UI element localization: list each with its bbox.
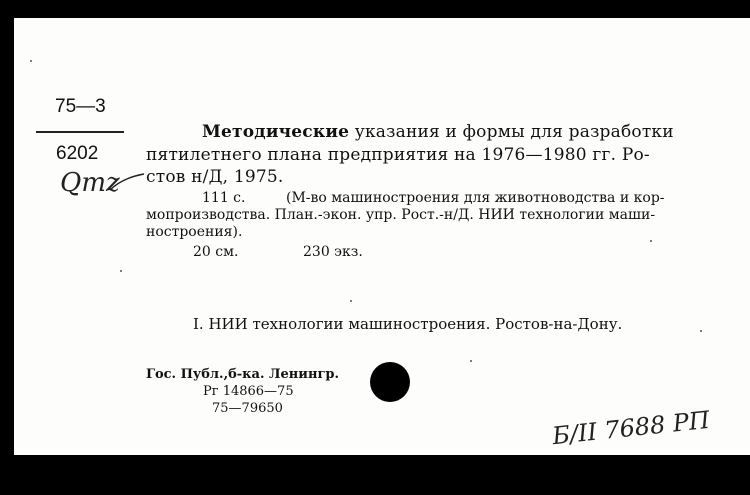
speck xyxy=(30,60,32,62)
pages: 111 с. xyxy=(202,190,246,206)
speck xyxy=(470,360,472,362)
accession-number: 75—79650 xyxy=(212,401,283,416)
speck xyxy=(700,330,702,332)
call-number-divider xyxy=(36,131,124,133)
title-line-2: пятилетнего плана предприятия на 1976—1980 гг. Ро- xyxy=(146,145,650,165)
title-rest: указания и формы для разработки xyxy=(354,122,674,142)
publisher-line-1: (М-во машиностроения для животноводства и кор- xyxy=(286,190,665,206)
title-line-3: стов н/Д, 1975. xyxy=(146,167,284,187)
handwritten-shelfmark: Б/II 7688 РП xyxy=(550,405,712,451)
speck xyxy=(120,270,122,272)
title-line-1 xyxy=(202,122,674,142)
title-bold-word: Методические xyxy=(202,122,350,142)
publisher-line-3: ностроения). xyxy=(146,224,243,240)
subject-entry: I. НИИ технологии машиностроения. Ростов-на-Дону. xyxy=(193,315,623,333)
library-line: Гос. Публ.,б-ка. Ленингр. xyxy=(146,367,340,382)
registration-number: Рг 14866—75 xyxy=(203,384,294,399)
handwritten-stroke xyxy=(108,172,148,194)
size: 20 см. xyxy=(193,244,239,260)
ink-blot xyxy=(370,362,410,402)
call-number-top: 75—3 xyxy=(55,96,106,117)
copies: 230 экз. xyxy=(303,244,363,260)
handwritten-note: Qmz xyxy=(60,168,120,198)
speck xyxy=(650,240,652,242)
call-number-bottom: 6202 xyxy=(56,143,99,164)
speck xyxy=(350,300,352,302)
publisher-line-2: мопроизводства. План.-экон. упр. Рост.-н/Д. НИИ технологии маши- xyxy=(146,207,656,223)
